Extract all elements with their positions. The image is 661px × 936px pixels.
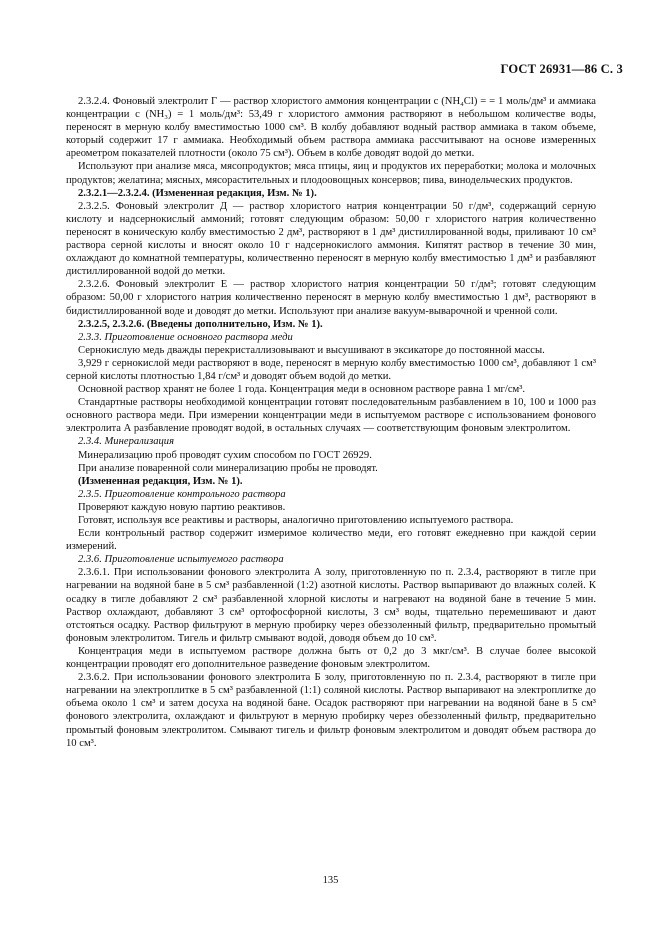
amendment-note-2: 2.3.2.5, 2.3.2.6. (Введены дополнительно, Изм. № 1). xyxy=(78,318,323,330)
section-heading-2-3-5: 2.3.5. Приготовление контрольного раствора xyxy=(78,488,286,500)
section-heading-2-3-3: 2.3.3. Приготовление основного раствора меди xyxy=(78,331,293,343)
paragraph-stock-storage: Основной раствор хранят не более 1 года. Концентрация меди в основном растворе равна 1 мг/см³. xyxy=(78,384,526,396)
paragraph-concentration: Концентрация меди в испытуемом растворе должна быть от 0,2 до 3 мкг/см³. В случае более высокой концентрации проводят его дополнительное разведение фоновым электролитом. xyxy=(66,645,596,671)
document-body xyxy=(66,95,596,750)
paragraph-2-3-2-6: 2.3.2.6. Фоновый электролит Е — раствор хлористого натрия концентрации 50 г/дм³; готовят следующим образом: 50,00 г хлористого натрия количественно переносят в мерную колбу вместимостью 1 дм³, растворяют в бидистиллированной воде и доводят до метки. Используют при анализе вакуум-выварочной и чренной соли. xyxy=(66,279,596,317)
paragraph-check-reagents: Проверяют каждую новую партию реактивов. xyxy=(78,501,286,513)
section-heading-2-3-4: 2.3.4. Минерализация xyxy=(78,436,175,448)
paragraph-2-3-6-1: 2.3.6.1. При использовании фонового электролита А золу, приготовленную по п. 2.3.4, растворяют в тигле при нагревании на водяной бане в 5 см³ разбавленной (1:2) азотной кислоты. Раствор выпаривают до влажных солей. К осадку в тигле добавляют 2 см³ разбавленной хлорной кислоты и нагревают на водяной бане в течение 5 мин. Раствор охлаждают, добавляют 3 см³ ортофосфорной кислоты, 3 см³ воды, тщательно перемешивают и дают отстояться осадку. Раствор фильтруют в мерную пробирку через обеззоленный фильтр, предварительно промытый фоновым электролитом. Тигель и фильтр смывают водой, доводя объем до 10 см³. xyxy=(66,567,596,644)
paragraph-2-3-6-2: 2.3.6.2. При использовании фонового электролита Б золу, приготовленную по п. 2.3.4, растворяют в тигле при нагревании на электроплитке в 5 см³ разбавленной (1:1) соляной кислоты. Раствор выпаривают на электроплитке до объема около 1 см³ и затем досуха на водяной бане. Осадок растворяют при нагревании на водяной бане в 5 см³ фонового электролита, охлаждают и фильтруют в мерную пробирку через обеззоленный фильтр, предварительно промытый фоновым электролитом. Смывают тигель и фильтр фоновым электролитом и доводят объем раствора до 10 см³. xyxy=(66,672,596,749)
paragraph-stock-prep: 3,929 г сернокислой меди растворяют в воде, переносят в мерную колбу вместимостью 1000 см³, добавляют 1 см³ серной кислоты плотностью 1,84 г/см³ и доводят объем водой до метки. xyxy=(66,357,596,382)
paragraph-salt-note: При анализе поваренной соли минерализацию пробы не проводят. xyxy=(78,462,378,474)
amendment-note-3: (Измененная редакция, Изм. № 1). xyxy=(78,475,243,487)
paragraph-control-daily: Если контрольный раствор содержит измеримое количество меди, его готовят ежедневно при каждой серии измерений. xyxy=(66,528,596,553)
page-number: 135 xyxy=(322,875,339,886)
paragraph-2-3-2-5: 2.3.2.5. Фоновый электролит Д — раствор хлористого натрия концентрации 50 г/дм³, содержащий серную кислоту и надсернокислый аммоний; готовят следующим образом: 50,00 г хлористого натрия количественно переносят в коническую колбу вместимостью 2 дм³, растворяют в 1 дм³ дистиллированной воды, приливают 10 см³ раствора серной кислоты и вносят около 10 г надсернокислого аммония. Кипятят раствор в течение 30 мин, охлаждают до комнатной температуры, количественно переносят в мерную колбу вместимостью 1 дм³ и разбавляют дистиллированной водой до метки. xyxy=(66,200,596,278)
paragraph-control-prep: Готовят, используя все реактивы и растворы, аналогично приготовлению испытуемого раствора. xyxy=(78,515,514,526)
paragraph-2-3-2-4: 2.3.2.4. Фоновый электролит Г — раствор хлористого аммония концентрации с (NH₄Cl) = = 1 моль/дм³ и аммиака концентрации с (NH₃) = 1 моль/дм³: 53,49 г хлористого аммония растворяют в небольшом количестве воды, переносят в мерную колбу вместимостью 1000 см³. В колбу добавляют водный раствор аммиака в таком объеме, который содержит 17 г аммиака. Необходимый объем раствора аммиака рассчитывают на основе измеренных ареометром показателей плотности (около 75 см³). Объем в колбе доводят водой до метки. xyxy=(66,96,596,160)
paragraph-standard-solutions: Стандартные растворы необходимой концентрации готовят последовательным разбавлением в 10, 100 и 1000 раз основного раствора меди. При измерении концентрации меди в испытуемом растворе с использованием фонового электролита А разбавление проводят водой, в остальных случаях — соответствующим фоновым электролитом. xyxy=(66,397,596,435)
running-header: ГОСТ 26931—86 С. 3 xyxy=(500,62,623,76)
paragraph-mineralization: Минерализацию проб проводят сухим способом по ГОСТ 26929. xyxy=(78,449,372,461)
paragraph-copper-sulfate: Сернокислую медь дважды перекристаллизовывают и высушивают в эксикаторе до постоянной массы. xyxy=(78,344,545,356)
amendment-note-1: 2.3.2.1—2.3.2.4. (Измененная редакция, Изм. № 1). xyxy=(78,187,317,199)
section-heading-2-3-6: 2.3.6. Приготовление испытуемого раствора xyxy=(78,554,284,566)
paragraph-usage-g: Используют при анализе мяса, мясопродуктов; мяса птицы, яиц и продуктов их переработки; молока и молочных продуктов; желатина; мясных, мясорастительных и плодоовощных консервов; пива, винодельческих продуктов. xyxy=(66,161,596,186)
